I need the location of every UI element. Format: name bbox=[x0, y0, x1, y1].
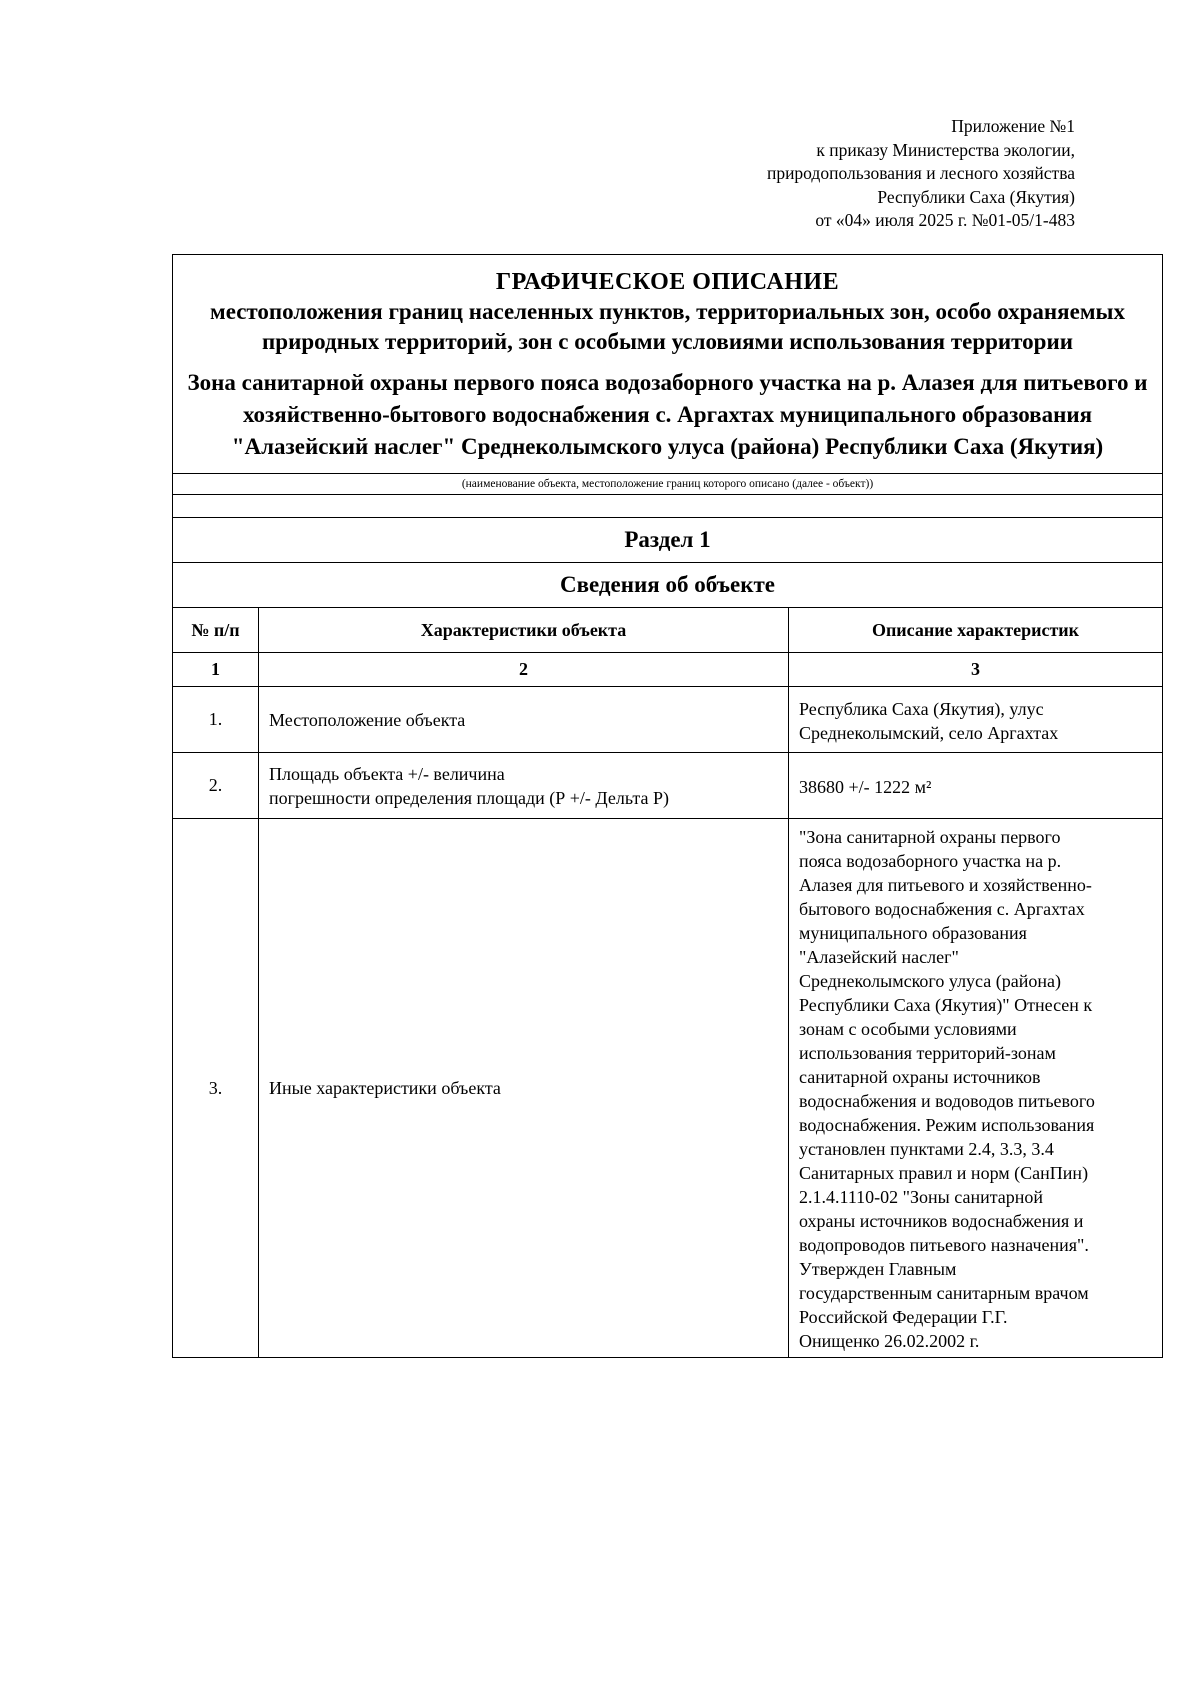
table-row bbox=[173, 819, 1163, 1358]
column-number: 2 bbox=[259, 653, 789, 687]
column-number: 3 bbox=[789, 653, 1163, 687]
row-description: 38680 +/- 1222 м² bbox=[789, 753, 1163, 819]
table-row bbox=[173, 753, 1163, 819]
document-title: ГРАФИЧЕСКОЕ ОПИСАНИЕ bbox=[495, 269, 840, 295]
row-number: 1. bbox=[173, 687, 259, 753]
row-characteristic: Местоположение объекта bbox=[259, 687, 789, 753]
appendix-line: Республики Саха (Якутия) bbox=[877, 186, 1075, 207]
row-characteristic: Площадь объекта +/- величина погрешности определения площади (Р +/- Дельта Р) bbox=[259, 753, 789, 819]
column-header-characteristic: Характеристики объекта bbox=[259, 608, 789, 653]
row-characteristic: Иные характеристики объекта bbox=[259, 819, 789, 1358]
section-subtitle: Сведения об объекте bbox=[173, 563, 1163, 608]
row-description: "Зона санитарной охраны первого пояса водозаборного участка на р. Алазея для питьевого и хозяйственно- бытового водоснабжения с. Аргахтах муниципального образования "Алазейский наслег" Среднеколымского улуса (района) Республики Саха (Якутия)" Отнесен к зонам с особыми условиями использования территорий-зонам санитарной охраны источников водоснабжения и водоводов питьевого водоснабжения. Режим использования установлен пунктами 2.4, 3.3, 3.4 Санитарных правил и норм (СанПин) 2.1.4.1110-02 "Зоны санитарной охраны источников водоснабжения и водопроводов питьевого назначения". Утвержден Главным государственным санитарным врачом Российской Федерации Г.Г. Онищенко 26.02.2002 г. bbox=[789, 819, 1163, 1358]
column-header-number: № п/п bbox=[173, 608, 259, 653]
row-number: 3. bbox=[173, 819, 259, 1358]
appendix-line: к приказу Министерства экологии, bbox=[816, 139, 1075, 160]
appendix-line: Приложение №1 bbox=[951, 116, 1075, 136]
graphic-description-table bbox=[172, 254, 1163, 1358]
appendix-block bbox=[767, 115, 1075, 233]
row-number: 2. bbox=[173, 753, 259, 819]
row-description: Республика Саха (Якутия), улус Среднеколымский, село Аргахтах bbox=[789, 687, 1163, 753]
object-name-caption: (наименование объекта, местоположение границ которого описано (далее - объект)) bbox=[173, 474, 1163, 495]
appendix-line: от «04» июля 2025 г. №01-05/1-483 bbox=[815, 210, 1075, 230]
spacer-row bbox=[173, 495, 1163, 518]
document-heading bbox=[173, 255, 1163, 474]
column-number-row bbox=[173, 653, 1163, 687]
document-subtitle: местоположения границ населенных пунктов, территориальных зон, особо охраняемых природных территорий, зон с особыми условиями использования территории bbox=[210, 299, 1125, 354]
object-name: Зона санитарной охраны первого пояса водозаборного участка на р. Алазея для питьевого и хозяйственно-бытового водоснабжения с. Аргахтах муниципального образования "Алазейский наслег" Среднеколымского улуса (района) Республики Саха (Якутия) bbox=[187, 370, 1148, 459]
table-row bbox=[173, 687, 1163, 753]
column-header-description: Описание характеристик bbox=[789, 608, 1163, 653]
table-header-row bbox=[173, 608, 1163, 653]
appendix-line: природопользования и лесного хозяйства bbox=[766, 163, 1075, 183]
section-title: Раздел 1 bbox=[173, 518, 1163, 563]
column-number: 1 bbox=[173, 653, 259, 687]
